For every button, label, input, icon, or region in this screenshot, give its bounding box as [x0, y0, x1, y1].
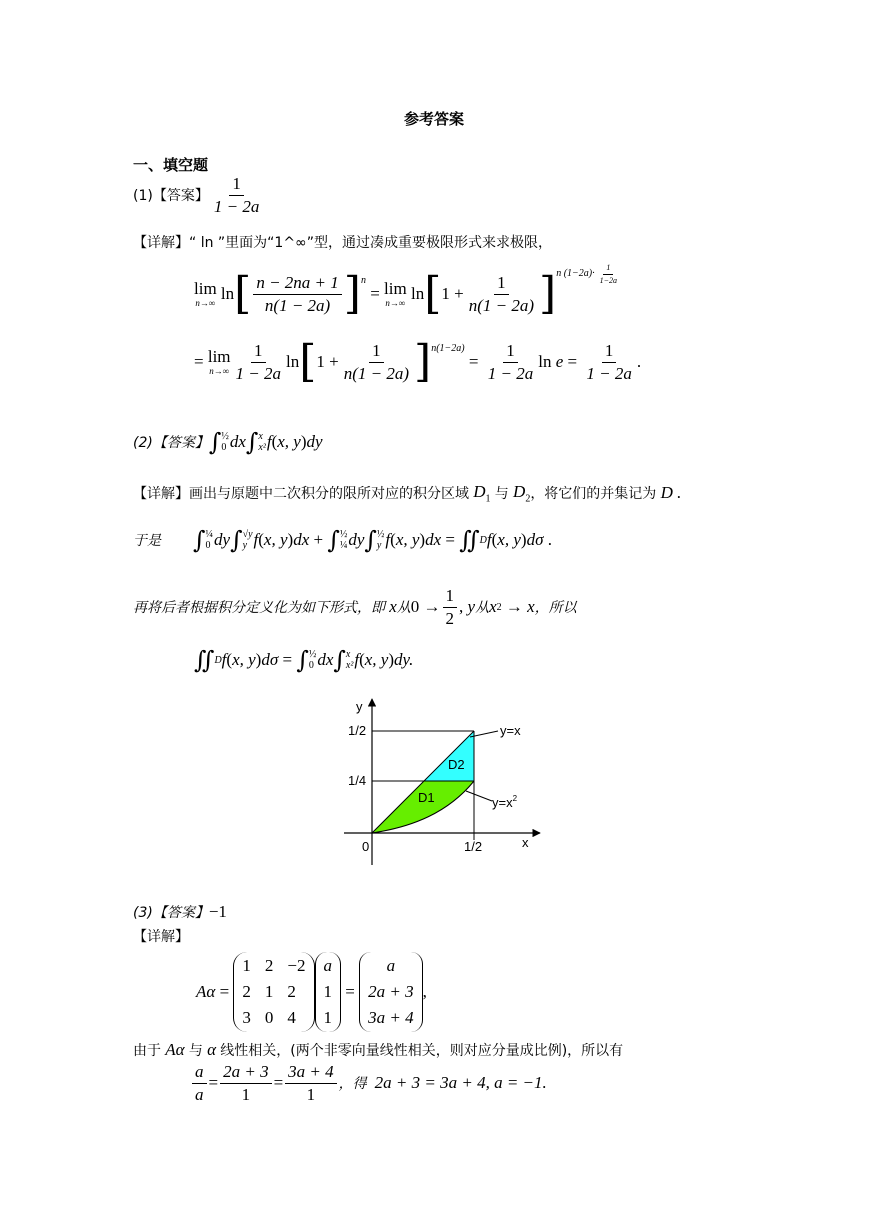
lim-operator: lim n→∞: [194, 279, 217, 308]
q1-equation-1: lim n→∞ ln [ $\frac{n - 2na + 1}{n(1 - 2a)}$ ] n = lim n→∞ ln [ 1 + $\frac{1}{n(1 - 2a)}$ ] n (1−2a)· $\frac{1}{1-2a}$: [194, 263, 618, 319]
q3-answer-line: (3)【答案】 −1: [133, 902, 227, 921]
section-heading: 一、填空题: [133, 156, 209, 174]
q2-detail-line: 【详解】 画出与原题中二次积分的限所对应的积分区域 $D_1$ 与 $D_2$ ，将它们的并集记为 D .: [133, 482, 682, 505]
q1-label: (1)【答案】: [133, 188, 209, 205]
q1-answer-fraction: $\frac{1}{1 - 2a}$: [213, 174, 260, 216]
x-axis-label: x: [522, 835, 529, 850]
curve-y-x-label: y=x: [500, 723, 521, 738]
y-axis-label: y: [356, 699, 363, 714]
q1-detail-prefix: 【详解】: [133, 235, 189, 251]
q2-detail-prefix: 【详解】: [133, 486, 189, 503]
region-d1-label: D1: [418, 790, 435, 805]
q3-detail-prefix: 【详解】: [133, 929, 189, 945]
page-title: 参考答案: [404, 110, 465, 128]
q3-matrix-equation: Aα = 1 2 −2 2 1 2 3 0 4 a 1 1 = a 2a + 3 3a + 4 ,: [196, 952, 427, 1032]
q3-text-line: 由于 Aα 与 α 线性相关，(两个非零向量线性相关，则对应分量成比例)，所以有: [133, 1040, 624, 1059]
y-tick-quarter: 1/4: [348, 773, 367, 788]
q2-then-line: 再将后者根据积分定义化为如下形式，即 x 从 0 → $\frac{1}{2}$ , y 从 x 2 → x ，所以: [133, 586, 577, 628]
q3-ratio-line: $\frac{a}{a}$ = $\frac{2a + 3}{1}$ = $\frac{3a + 4}{1}$ ，得 2a + 3 = 3a + 4, a = −1.: [190, 1062, 547, 1104]
q2-label: (2)【答案】: [133, 435, 209, 451]
integration-region-figure: [330, 695, 550, 870]
origin-label: 0: [362, 839, 370, 854]
q2-final-equation: ∬ D f ( x, y ) dσ = ∫ ½ 0 dx ∫ x x² f ( x, y ) dy.: [194, 646, 414, 674]
y-tick-half: 1/2: [348, 723, 367, 738]
q3-label: (3)【答案】: [133, 905, 209, 921]
q2-answer-line: (2)【答案】 ∫ ½ 0 dx ∫ x x² f ( x, y ) dy: [133, 428, 323, 456]
region-d2-label: D2: [448, 757, 465, 772]
vector-alpha: a 1 1: [315, 952, 342, 1032]
curve-y-x2-label: $y=x^2$: [492, 794, 518, 810]
q1-answer-line: [133, 174, 264, 216]
x-tick-half: 1/2: [464, 839, 483, 854]
matrix-a: 1 2 −2 2 1 2 3 0 4: [233, 952, 314, 1032]
region-d1: [372, 781, 474, 833]
q2-so-line: 于是 ∫ ¼ 0 dy ∫ √y y f ( x, y ) dx + ∫ ½ ¼ dy ∫ ½ y f ( x, y ) dx = ∬ D f ( x, y ) dσ .: [133, 526, 552, 554]
result-vector: a 2a + 3 3a + 4: [359, 952, 422, 1032]
q1-detail-line: [133, 232, 552, 252]
q1-equation-2: = lim n→∞ $\frac{1}{1 - 2a}$ ln [ 1 + $\frac{1}{n(1 - 2a)}$ ] n(1−2a) = $\frac{1}{1 - 2a}$ ln e = $\frac{1}{1 - 2a}$ .: [194, 336, 642, 387]
q1-detail-text: “ ln ”里面为“1^∞”型，通过凑成重要极限形式来求极限，: [189, 235, 552, 251]
